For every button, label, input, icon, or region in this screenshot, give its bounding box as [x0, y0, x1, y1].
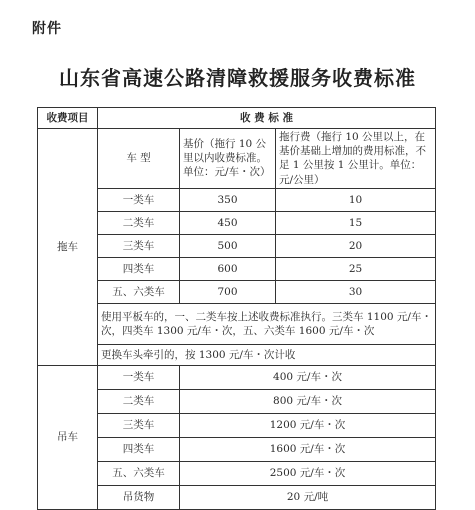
lifting-price: 1200 元/车・次 — [180, 413, 436, 437]
table-row — [38, 365, 436, 389]
towing-vehicle-type: 四类车 — [98, 257, 180, 280]
table-subheader-row — [38, 129, 436, 189]
fee-standard-table — [37, 107, 436, 510]
table-row — [38, 461, 436, 485]
table-header-row — [38, 108, 436, 129]
header-fee-item: 收费项目 — [38, 108, 98, 129]
table-row — [38, 485, 436, 509]
table-row — [38, 303, 436, 344]
towing-vehicle-type: 二类车 — [98, 211, 180, 234]
table-row — [38, 280, 436, 303]
table-row — [38, 344, 436, 365]
towing-base-price: 450 — [180, 211, 276, 234]
table-row — [38, 257, 436, 280]
lifting-price: 1600 元/车・次 — [180, 437, 436, 461]
lifting-vehicle-type: 四类车 — [98, 437, 180, 461]
towing-base-price: 500 — [180, 234, 276, 257]
towing-base-price: 700 — [180, 280, 276, 303]
table-row — [38, 413, 436, 437]
towing-vehicle-type: 五、六类车 — [98, 280, 180, 303]
subheader-tow-fee: 拖行费（拖行 10 公里以上，在基价基础上增加的费用标准，不足 1 公里按 1 公里计。单位：元/公里） — [276, 129, 436, 189]
lifting-vehicle-type: 一类车 — [98, 365, 180, 389]
lifting-price: 20 元/吨 — [180, 485, 436, 509]
subheader-vehicle-type: 车 型 — [98, 129, 180, 189]
lifting-price: 800 元/车・次 — [180, 389, 436, 413]
towing-distance-fee: 30 — [276, 280, 436, 303]
flatbed-note: 使用平板车的，一、二类车按上述收费标准执行。三类车 1100 元/车・次，四类车 1300 元/车・次，五、六类车 1600 元/车・次 — [98, 303, 436, 344]
table-row — [38, 389, 436, 413]
table-row — [38, 211, 436, 234]
attachment-label: 附件 — [32, 21, 62, 37]
table-row — [38, 234, 436, 257]
document-title: 山东省高速公路清障救援服务收费标准 — [59, 66, 416, 90]
lifting-vehicle-type: 五、六类车 — [98, 461, 180, 485]
towing-base-price: 600 — [180, 257, 276, 280]
towing-vehicle-type: 三类车 — [98, 234, 180, 257]
table-row — [38, 188, 436, 211]
towing-category-label: 拖车 — [38, 129, 98, 366]
header-fee-standard: 收 费 标 准 — [98, 108, 436, 129]
table-row — [38, 437, 436, 461]
lifting-price: 400 元/车・次 — [180, 365, 436, 389]
lifting-price: 2500 元/车・次 — [180, 461, 436, 485]
lifting-vehicle-type: 三类车 — [98, 413, 180, 437]
lifting-vehicle-type: 二类车 — [98, 389, 180, 413]
towing-vehicle-type: 一类车 — [98, 188, 180, 211]
towing-distance-fee: 15 — [276, 211, 436, 234]
towing-distance-fee: 10 — [276, 188, 436, 211]
towing-base-price: 350 — [180, 188, 276, 211]
subheader-base-price: 基价（拖行 10 公里以内收费标准。单位：元/车・次） — [180, 129, 276, 189]
lifting-vehicle-type: 吊货物 — [98, 485, 180, 509]
towing-distance-fee: 20 — [276, 234, 436, 257]
tractor-note: 更换车头牵引的，按 1300 元/车・次计收 — [98, 344, 436, 365]
towing-distance-fee: 25 — [276, 257, 436, 280]
lifting-category-label: 吊车 — [38, 365, 98, 509]
